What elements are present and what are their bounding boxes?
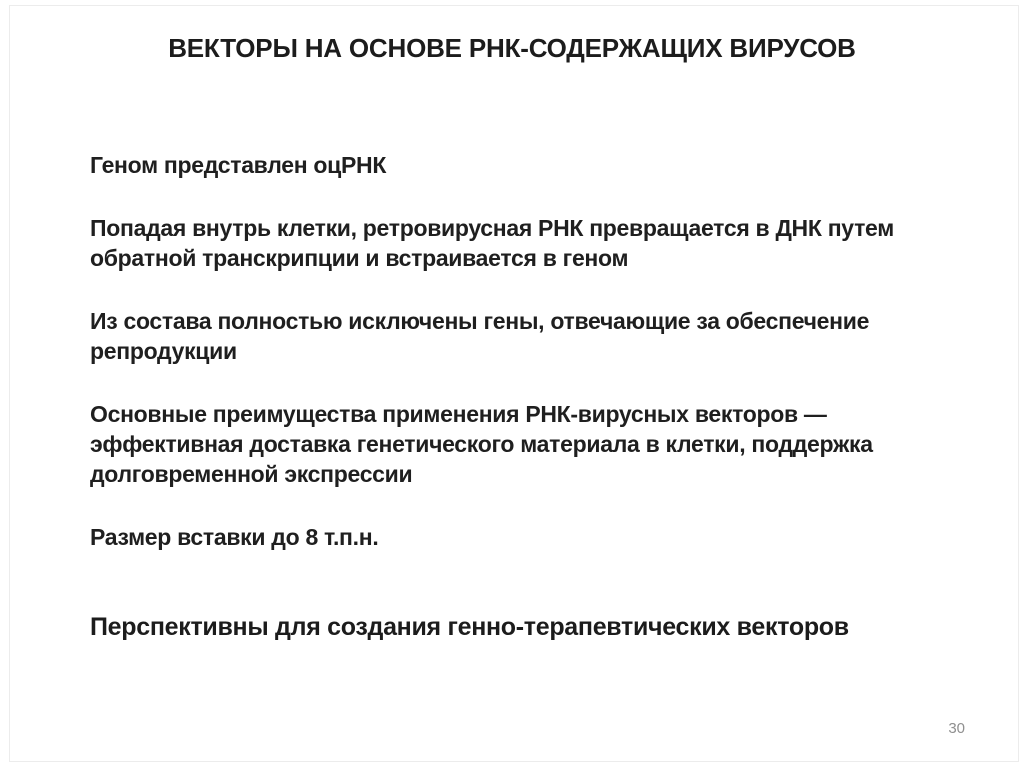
paragraph-line: долговременной экспрессии <box>90 461 413 487</box>
paragraph-advantages <box>90 399 990 489</box>
slide-body <box>90 150 990 585</box>
paragraph-line: Основные преимущества применения РНК-вирусных векторов — <box>90 401 827 427</box>
page-number: 30 <box>948 720 965 737</box>
paragraph-excluded-genes <box>90 306 990 366</box>
paragraph-line: эффективная доставка генетического материала в клетки, поддержка <box>90 431 873 457</box>
paragraph-insert-size <box>90 522 990 552</box>
paragraph-line: репродукции <box>90 338 237 364</box>
paragraph-line: Геном представлен оцРНК <box>90 152 387 178</box>
slide-title: ВЕКТОРЫ НА ОСНОВЕ РНК-СОДЕРЖАЩИХ ВИРУСОВ <box>168 33 856 63</box>
paragraph-line: обратной транскрипции и встраивается в геном <box>90 245 629 271</box>
paragraph-line: Попадая внутрь клетки, ретровирусная РНК превращается в ДНК путем <box>90 215 894 241</box>
paragraph-line: Из состава полностью исключены гены, отвечающие за обеспечение <box>90 308 870 334</box>
conclusion-text: Перспективны для создания генно-терапевтических векторов <box>90 613 849 641</box>
paragraph-line: Размер вставки до 8 т.п.н. <box>90 524 379 550</box>
paragraph-reverse-transcription <box>90 213 990 273</box>
paragraph-genome <box>90 150 990 180</box>
